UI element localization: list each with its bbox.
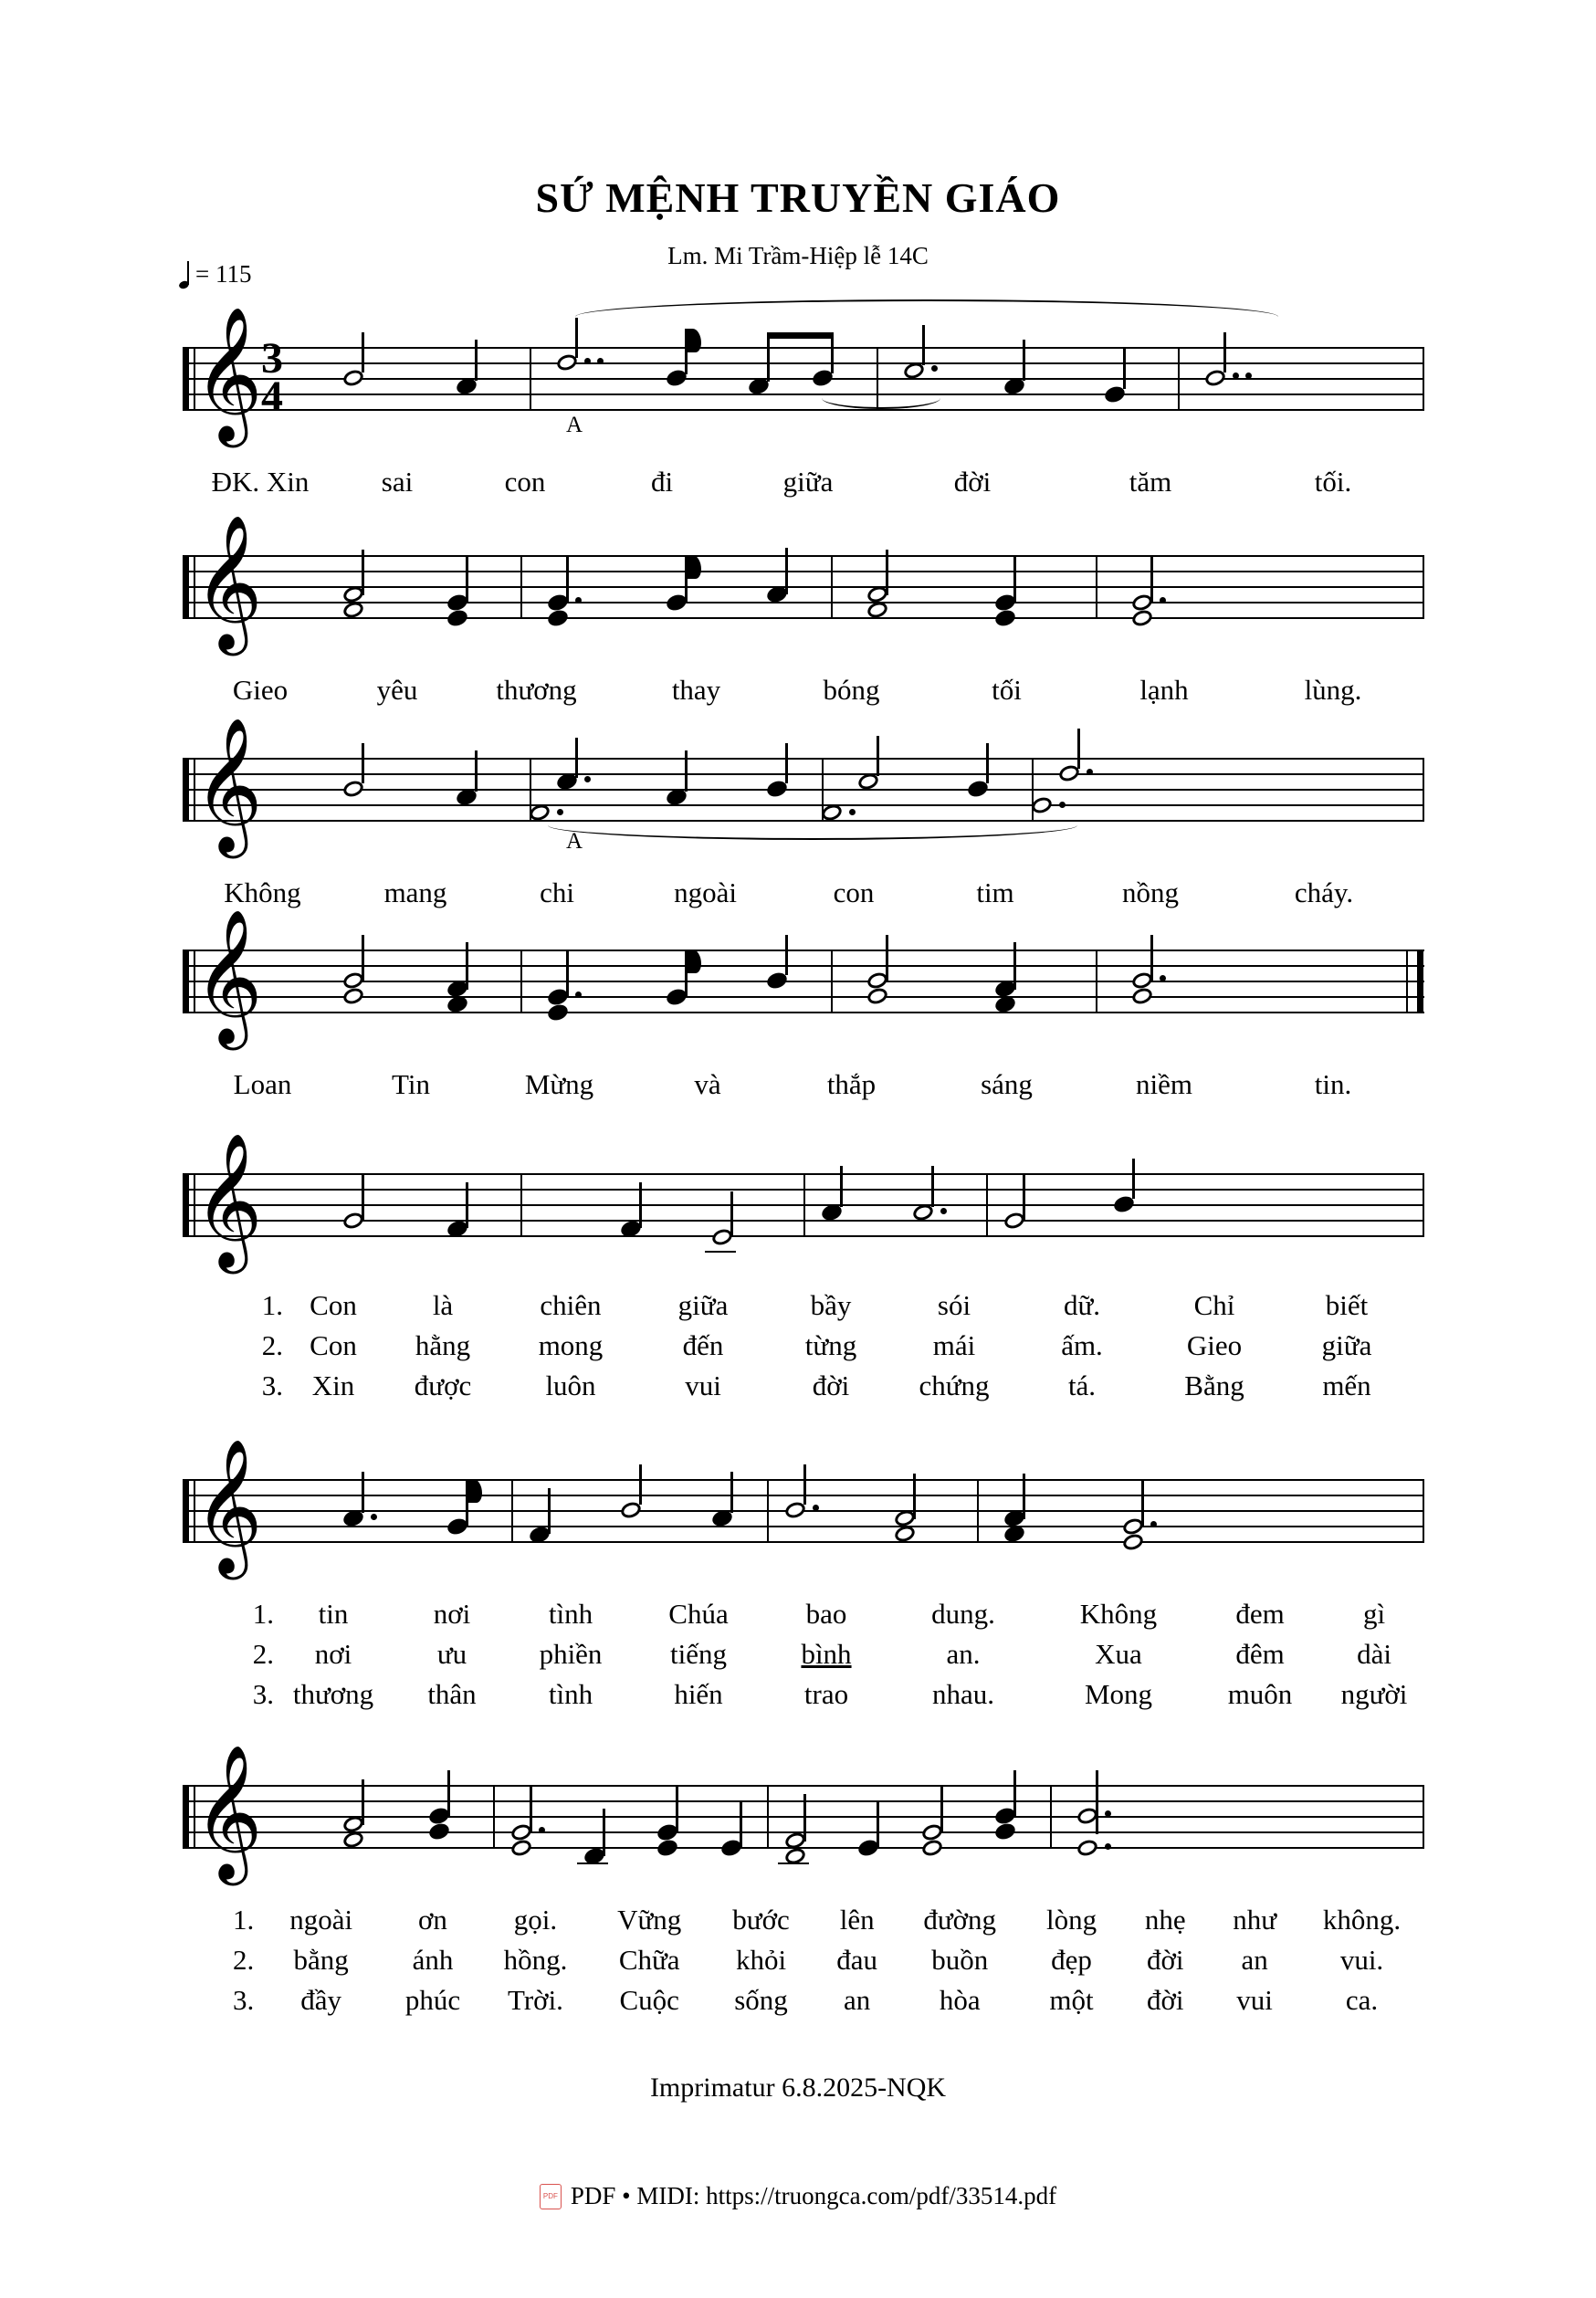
verse-row: 2. bằng ánh hồng. Chữa khỏi đau buồn đẹp đời an vui.	[233, 1944, 1384, 1976]
staff-system-3	[183, 717, 1424, 854]
staff-system-7	[183, 1744, 1424, 1880]
staff-2	[183, 514, 1424, 650]
staff-3	[183, 717, 1424, 853]
verse-row: 1. ngoài ơn gọi. Vững bước lên đường lòng nhẹ như không.	[233, 1904, 1402, 1936]
staff-system-5	[183, 1132, 1424, 1268]
verse-row: 1. tin nơi tình Chúa bao dung. Không đem gì	[252, 1598, 1386, 1630]
treble-clef-icon: 𝄞	[194, 1744, 263, 1880]
pdf-icon: PDF	[540, 2184, 562, 2209]
time-signature: 3 4	[261, 334, 283, 421]
verse-block-3	[183, 1904, 1424, 2024]
verse-row: 3. đầy phúc Trời. Cuộc sống an hòa một đời vui ca.	[233, 1984, 1379, 2016]
pdf-footer	[0, 2182, 1596, 2210]
staff-system-4	[183, 908, 1424, 1044]
verse-row: 2. nơi ưu phiền tiếng bình an. Xua đêm dài	[252, 1638, 1391, 1670]
treble-clef-icon: 𝄞	[194, 1132, 263, 1268]
staff-system-6	[183, 1438, 1424, 1574]
treble-clef-icon: 𝄞	[194, 306, 263, 442]
lyrics-line-2: Gieo yêu thương thay bóng tối lạnh lùng.	[232, 674, 1362, 706]
accent-mark-A: A	[566, 829, 583, 854]
composer-subtitle: Lm. Mi Trầm-Hiệp lễ 14C	[667, 242, 929, 269]
lyrics-line-3: Không mang chi ngoài con tim nồng cháy.	[224, 876, 1354, 908]
pdf-link[interactable]: PDF • MIDI: https://truongca.com/pdf/33514.pdf	[570, 2182, 1057, 2209]
staff-7	[183, 1744, 1424, 1880]
quarter-note-icon	[179, 261, 190, 289]
imprimatur-text: Imprimatur 6.8.2025-NQK	[649, 2072, 947, 2103]
tempo-value: = 115	[195, 260, 252, 288]
treble-clef-icon: 𝄞	[194, 514, 263, 650]
verse-row: 2. Con hằng mong đến từng mái ấm. Gieo giữa	[261, 1329, 1372, 1361]
lyrics-line-4: Loan Tin Mừng và thắp sáng niềm tin.	[233, 1068, 1352, 1100]
accent-mark-A: A	[566, 413, 583, 437]
staff-6	[183, 1438, 1424, 1574]
verse-block-1	[183, 1289, 1424, 1410]
verse-row: 3. Xin được luôn vui đời chứng tá. Bằng mến	[261, 1369, 1371, 1401]
verse-block-2	[183, 1598, 1424, 1718]
staff-system-1	[183, 306, 1424, 442]
tempo-marking	[179, 260, 251, 289]
verse-row: 3. thương thân tình hiến trao nhau. Mong muôn người	[252, 1678, 1408, 1710]
treble-clef-icon: 𝄞	[194, 1438, 263, 1574]
verse-row: 1. Con là chiên giữa bầy sói dữ. Chỉ biết	[261, 1289, 1369, 1321]
staff-1	[183, 306, 1424, 442]
treble-clef-icon: 𝄞	[194, 908, 263, 1044]
staff-4	[183, 908, 1424, 1044]
staff-system-2	[183, 514, 1424, 650]
page-title: SỨ MỆNH TRUYỀN GIÁO	[535, 174, 1061, 221]
staff-5	[183, 1132, 1424, 1268]
lyrics-line-1: ĐK. Xin sai con đi giữa đời tăm tối.	[211, 466, 1352, 498]
treble-clef-icon: 𝄞	[194, 717, 263, 853]
